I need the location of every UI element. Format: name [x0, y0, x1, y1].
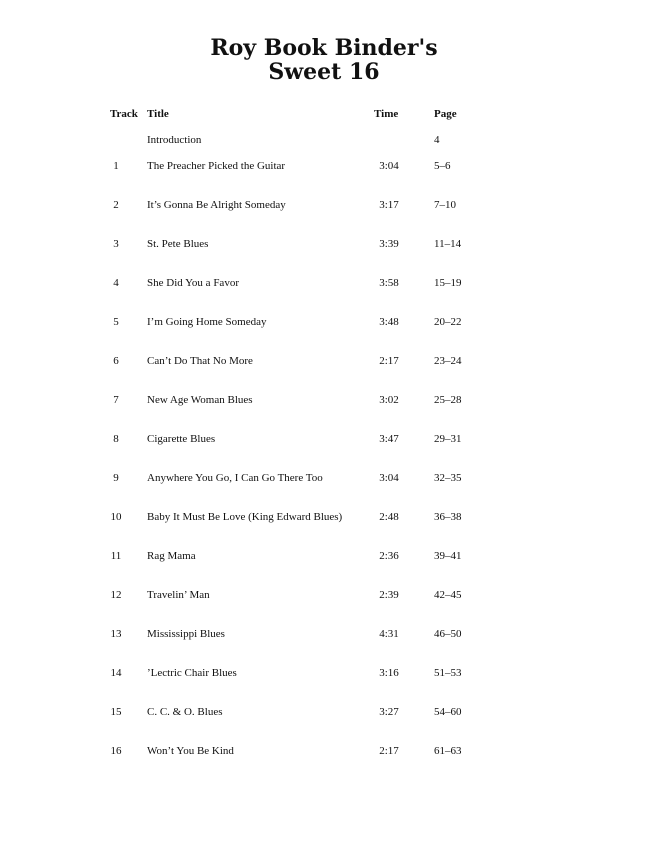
table-row [0, 392, 648, 408]
header-time: Time [374, 108, 399, 120]
table-row [0, 704, 648, 720]
track-page: 4 [434, 134, 440, 146]
track-title: Anywhere You Go, I Can Go There Too [147, 472, 323, 484]
track-time: 3:04 [379, 160, 399, 172]
table-row [0, 548, 648, 564]
track-title: Travelin’ Man [147, 589, 210, 601]
track-number: 10 [110, 511, 122, 523]
track-page: 36–38 [434, 511, 462, 523]
track-title: It’s Gonna Be Alright Someday [147, 199, 286, 211]
track-page: 54–60 [434, 706, 462, 718]
track-time: 2:48 [379, 511, 399, 523]
table-row [0, 275, 648, 291]
track-page: 29–31 [434, 433, 462, 445]
header-page: Page [434, 108, 457, 120]
track-page: 23–24 [434, 355, 462, 367]
track-title: Baby It Must Be Love (King Edward Blues) [147, 511, 343, 523]
table-row [0, 236, 648, 252]
track-time: 2:17 [379, 745, 399, 757]
track-title: St. Pete Blues [147, 238, 209, 250]
track-number: 15 [110, 706, 122, 718]
track-page: 20–22 [434, 316, 462, 328]
track-time: 2:36 [379, 550, 399, 562]
track-number: 13 [110, 628, 122, 640]
track-number: 8 [113, 433, 119, 445]
track-title: The Preacher Picked the Guitar [147, 160, 286, 172]
track-page: 5–6 [434, 160, 451, 172]
track-page: 39–41 [434, 550, 462, 562]
track-page: 51–53 [434, 667, 462, 679]
table-row [0, 626, 648, 642]
track-title: C. C. & O. Blues [147, 706, 223, 718]
track-number: 9 [113, 472, 119, 484]
track-title: Rag Mama [147, 550, 196, 562]
track-time: 2:17 [379, 355, 399, 367]
table-row [0, 197, 648, 213]
track-page: 15–19 [434, 277, 462, 289]
track-time: 3:27 [379, 706, 399, 718]
track-number: 6 [113, 355, 119, 367]
track-time: 3:16 [379, 667, 399, 679]
header-track: Track [110, 108, 138, 120]
track-time: 4:31 [379, 628, 399, 640]
track-number: 16 [110, 745, 122, 757]
track-title: Introduction [147, 134, 202, 146]
track-title: Mississippi Blues [147, 628, 225, 640]
track-time: 3:04 [379, 472, 399, 484]
page-title-line2: Sweet 16 [268, 59, 380, 85]
table-row [0, 665, 648, 681]
table-row [0, 431, 648, 447]
track-page: 46–50 [434, 628, 462, 640]
track-page: 32–35 [434, 472, 462, 484]
track-page: 11–14 [434, 238, 462, 250]
track-page: 61–63 [434, 745, 462, 757]
track-time: 3:58 [379, 277, 399, 289]
track-title: Can’t Do That No More [147, 355, 253, 367]
track-number: 4 [113, 277, 119, 289]
table-row [0, 158, 648, 174]
track-time: 3:48 [379, 316, 399, 328]
track-page: 25–28 [434, 394, 462, 406]
track-number: 5 [113, 316, 119, 328]
track-number: 2 [113, 199, 119, 211]
table-row [0, 587, 648, 603]
table-row [0, 353, 648, 369]
table-row [0, 743, 648, 759]
track-time: 3:17 [379, 199, 399, 211]
track-title: ’Lectric Chair Blues [147, 667, 237, 679]
header-title: Title [147, 108, 169, 120]
track-number: 14 [110, 667, 122, 679]
track-title: Cigarette Blues [147, 433, 216, 445]
track-page: 7–10 [434, 199, 456, 211]
table-row [0, 132, 648, 148]
track-title: New Age Woman Blues [147, 394, 253, 406]
table-row [0, 509, 648, 525]
track-time: 3:39 [379, 238, 399, 250]
track-time: 2:39 [379, 589, 399, 601]
page-title-line1: Roy Book Binder's [210, 35, 438, 61]
track-time: 3:02 [379, 394, 399, 406]
track-time: 3:47 [379, 433, 399, 445]
track-number: 12 [110, 589, 122, 601]
track-title: Won’t You Be Kind [147, 745, 234, 757]
track-number: 7 [113, 394, 119, 406]
table-row [0, 470, 648, 486]
table-row [0, 314, 648, 330]
track-title: I’m Going Home Someday [147, 316, 267, 328]
track-number: 3 [113, 238, 119, 250]
track-title: She Did You a Favor [147, 277, 239, 289]
track-page: 42–45 [434, 589, 462, 601]
track-number: 11 [110, 550, 122, 562]
track-number: 1 [113, 160, 119, 172]
